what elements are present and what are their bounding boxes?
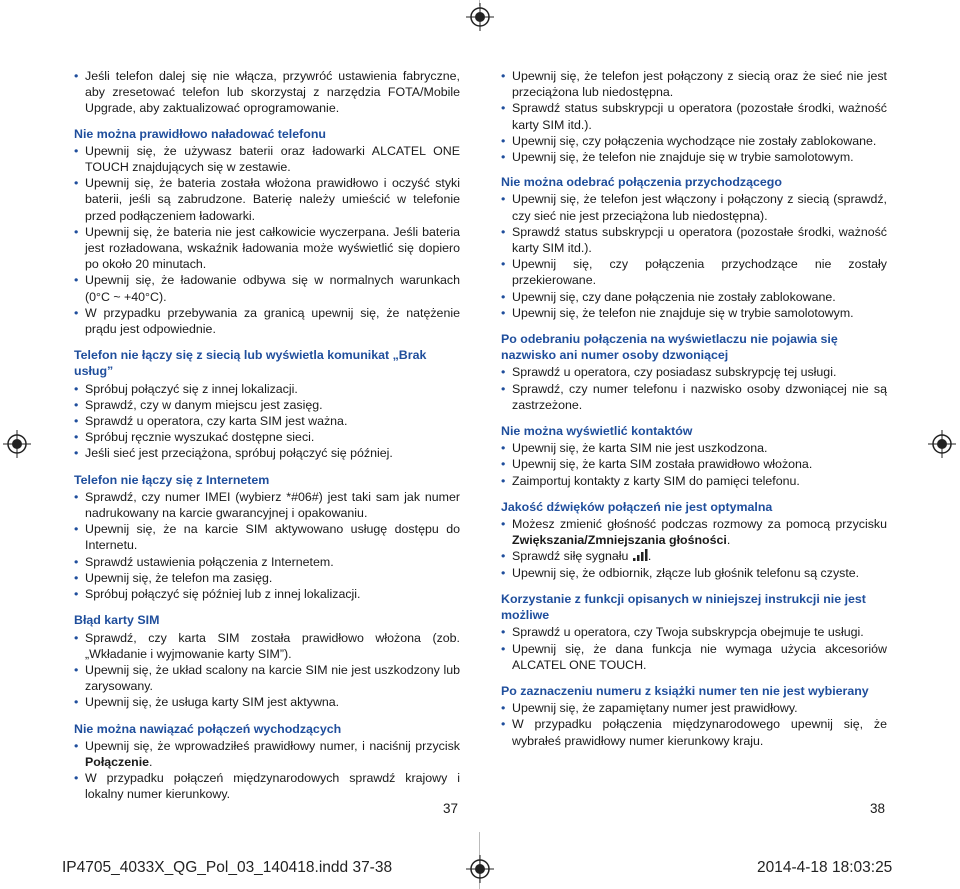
list-item: • Upewnij się, że ładowanie odbywa się w normalnych warunkach (0°C ~ +40°C).	[74, 272, 460, 304]
section-heading: Nie można nawiązać połączeń wychodzących	[74, 721, 342, 736]
list-item: • Upewnij się, że odbiornik, złącze lub głośnik telefonu są czyste.	[501, 565, 887, 581]
list-item: • Sprawdź u operatora, czy Twoja subskrypcja obejmuje te usługi.	[501, 624, 887, 640]
list-item	[74, 738, 460, 770]
list-item: • Jeśli telefon dalej się nie włącza, przywróć ustawienia fabryczne, aby zresetować telefon lub skorzystaj z narzędzia FOTA/Mobile Upgrade, aby zaktualizować oprogramowanie.	[74, 68, 460, 117]
list-item: • Upewnij się, że telefon nie znajduje się w trybie samolotowym.	[501, 149, 887, 165]
signal-strength-icon	[632, 549, 648, 561]
page-number-right: 38	[870, 801, 886, 816]
list-item: • Upewnij się, że na karcie SIM aktywowano usługę dostępu do Internetu.	[74, 521, 460, 553]
list-item: • W przypadku przebywania za granicą upewnij się, że natężenie prądu jest odpowiednie.	[74, 305, 460, 337]
section-charging	[74, 126, 460, 338]
section-heading: Telefon nie łączy się z siecią lub wyświetla komunikat „Brak usług”	[74, 348, 427, 379]
section-incoming-calls	[501, 174, 887, 321]
section-heading: Korzystanie z funkcji opisanych w niniejszej instrukcji nie jest możliwe	[501, 591, 866, 623]
list-item: • Upewnij się, że bateria została włożona prawidłowo i oczyść styki baterii, jeśli są zabrudzone. Baterię należy umieścić w telefonie przed podłączeniem ładowarki.	[74, 175, 460, 224]
list-item: • Sprawdź, czy karta SIM została prawidłowo włożona (zob. „Wkładanie i wyjmowanie karty SIM”).	[74, 630, 460, 662]
list-item: • Sprawdź u operatora, czy posiadasz subskrypcję tej usługi.	[501, 364, 887, 380]
section-no-network	[74, 347, 460, 461]
page-number-left: 37	[443, 801, 459, 816]
intro-block	[501, 68, 887, 165]
section-heading: Błąd karty SIM	[74, 613, 160, 628]
list-item: • Sprawdź, czy numer telefonu i nazwisko osoby dzwoniącej nie są zastrzeżone.	[501, 381, 887, 413]
intro-block	[74, 68, 460, 117]
list-item: • Upewnij się, że zapamiętany numer jest prawidłowy.	[501, 700, 887, 716]
list-item: • Sprawdź, czy numer IMEI (wybierz *#06#) jest taki sam jak numer nadrukowany na karcie gwarancyjnej i opakowaniu.	[74, 489, 460, 521]
section-heading: Po odebraniu połączenia na wyświetlaczu nie pojawia się nazwisko ani numer osoby dzwoniącej	[501, 332, 838, 363]
list-item: • Upewnij się, że używasz baterii oraz ładowarki ALCATEL ONE TOUCH znajdujących się w zestawie.	[74, 143, 460, 175]
list-item	[501, 516, 887, 548]
list-item: • Upewnij się, czy połączenia wychodzące nie zostały zablokowane.	[501, 133, 887, 149]
list-item: • Upewnij się, czy dane połączenia nie zostały zablokowane.	[501, 289, 887, 305]
right-column	[501, 68, 887, 759]
list-item: • Zaimportuj kontakty z karty SIM do pamięci telefonu.	[501, 473, 887, 489]
list-item: • Spróbuj połączyć się później lub z innej lokalizacji.	[74, 586, 460, 602]
list-item: • Spróbuj połączyć się z innej lokalizacji.	[74, 381, 460, 397]
item-text: .	[149, 754, 153, 769]
list-item: • Upewnij się, że telefon jest włączony i połączony z siecią (sprawdź, czy sieć nie jest przeciążona lub niedostępna).	[501, 191, 887, 223]
list-item: • Upewnij się, czy połączenia przychodzące nie zostały przekierowane.	[501, 256, 887, 288]
list-item: • Upewnij się, że telefon ma zasięg.	[74, 570, 460, 586]
section-sound-quality	[501, 499, 887, 581]
list-item: • Jeśli sieć jest przeciążona, spróbuj połączyć się później.	[74, 445, 460, 461]
list-item	[501, 548, 887, 564]
item-text: .	[726, 533, 731, 548]
list-item: • Sprawdź u operatora, czy karta SIM jest ważna.	[74, 413, 460, 429]
list-item: • Upewnij się, że karta SIM nie jest uszkodzona.	[501, 440, 887, 456]
list-item: • Upewnij się, że bateria nie jest całkowicie wyczerpana. Jeśli bateria jest rozładowana, wskaźnik ładowania może wyświetlić się dopiero po około 20 minutach.	[74, 224, 460, 273]
list-item: • Upewnij się, że usługa karty SIM jest aktywna.	[74, 694, 460, 710]
list-item: • Sprawdź ustawienia połączenia z Internetem.	[74, 554, 460, 570]
list-item: • Upewnij się, że telefon jest połączony z siecią oraz że sieć nie jest przeciążona lub niedostępna.	[501, 68, 887, 100]
volume-key-label: Zwiększania/Zmniejszania głośności	[512, 533, 727, 548]
section-caller-id	[501, 331, 887, 413]
section-heading: Telefon nie łączy się z Internetem	[74, 472, 270, 487]
item-text: Upewnij się, że wprowadziłeś prawidłowy numer, i naciśnij przycisk	[85, 738, 460, 753]
section-heading: Jakość dźwięków połączeń nie jest optymalna	[501, 499, 773, 514]
registration-mark-icon	[3, 430, 31, 458]
list-item: • Sprawdź status subskrypcji u operatora (pozostałe środki, ważność karty SIM itd.).	[501, 100, 887, 132]
section-sim-error	[74, 612, 460, 710]
list-item: • Upewnij się, że układ scalony na karcie SIM nie jest uszkodzony lub zarysowany.	[74, 662, 460, 694]
registration-mark-icon	[466, 855, 494, 883]
section-heading: Nie można prawidłowo naładować telefonu	[74, 126, 326, 141]
section-features	[501, 591, 887, 673]
section-no-internet	[74, 472, 460, 603]
section-heading: Po zaznaczeniu numeru z książki numer ten nie jest wybierany	[501, 683, 869, 698]
item-text: Możesz zmienić głośność podczas rozmowy za pomocą przycisku	[512, 517, 887, 532]
list-item: • Sprawdź, czy w danym miejscu jest zasięg.	[74, 397, 460, 413]
list-item: • Sprawdź status subskrypcji u operatora (pozostałe środki, ważność karty SIM itd.).	[501, 224, 887, 256]
left-column	[74, 68, 460, 813]
footer-filename: IP4705_4033X_QG_Pol_03_140418.indd 37-38	[62, 859, 393, 876]
registration-mark-icon	[928, 430, 956, 458]
list-item: • Spróbuj ręcznie wyszukać dostępne sieci.	[74, 429, 460, 445]
section-contacts	[501, 423, 887, 489]
section-outgoing-calls	[74, 721, 460, 803]
list-item: • W przypadku połączeń międzynarodowych sprawdź krajowy i lokalny numer kierunkowy.	[74, 770, 460, 802]
section-heading: Nie można odebrać połączenia przychodzącego	[501, 175, 782, 190]
call-key-label: Połączenie	[85, 754, 150, 769]
registration-mark-icon	[466, 3, 494, 31]
item-text: .	[647, 549, 652, 564]
item-text: Sprawdź siłę sygnału	[512, 549, 629, 564]
footer-datetime: 2014-4-18 18:03:25	[757, 859, 893, 876]
section-phonebook-dial	[501, 683, 887, 749]
list-item: • W przypadku połączenia międzynarodowego upewnij się, że wybrałeś prawidłowy numer kierunkowy kraju.	[501, 716, 887, 748]
list-item: • Upewnij się, że karta SIM została prawidłowo włożona.	[501, 456, 887, 472]
list-item: • Upewnij się, że dana funkcja nie wymaga użycia akcesoriów ALCATEL ONE TOUCH.	[501, 641, 887, 673]
list-item: • Upewnij się, że telefon nie znajduje się w trybie samolotowym.	[501, 305, 887, 321]
section-heading: Nie można wyświetlić kontaktów	[501, 424, 693, 439]
